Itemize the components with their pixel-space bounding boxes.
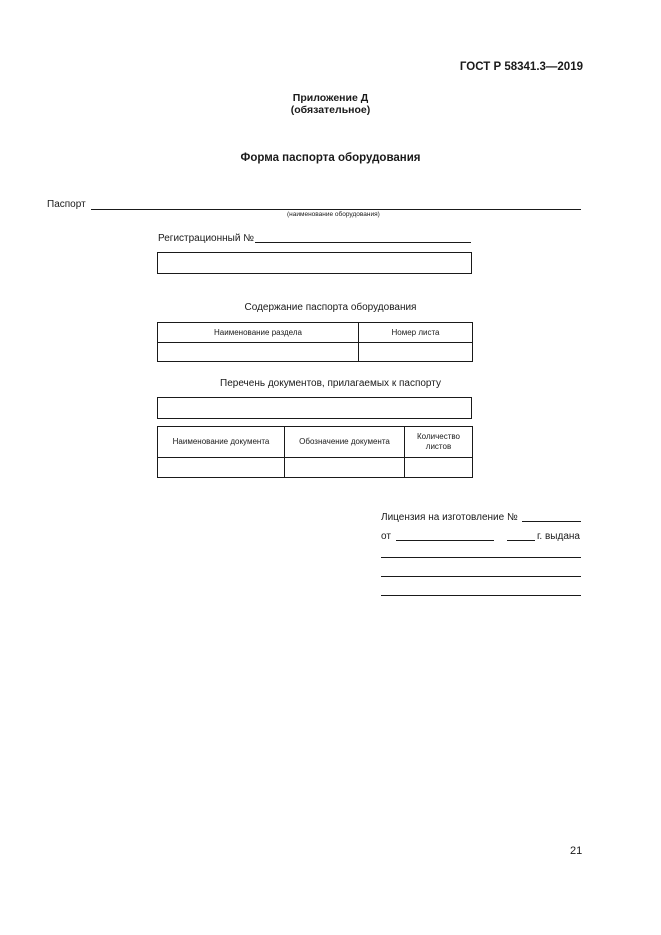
form-title: Форма паспорта оборудования <box>240 152 421 164</box>
passport-name-line[interactable] <box>91 209 581 210</box>
contents-heading: Содержание паспорта оборудования <box>244 302 417 313</box>
passport-label: Паспорт <box>47 199 86 210</box>
appendix-label: Приложение Д <box>292 92 369 104</box>
license-date-line[interactable] <box>396 540 494 541</box>
license-issued-label: г. выдана <box>537 531 580 542</box>
license-year-line[interactable] <box>507 540 535 541</box>
contents-cell-sheet[interactable] <box>359 343 473 362</box>
documents-col-name: Наименование документа <box>158 427 285 458</box>
passport-caption: (наименование оборудования) <box>287 211 380 218</box>
documents-table <box>157 426 473 478</box>
license-issuer-line-3[interactable] <box>381 595 581 596</box>
standard-designation: ГОСТ Р 58341.3—2019 <box>459 61 583 73</box>
documents-box[interactable] <box>157 397 472 419</box>
documents-heading: Перечень документов, прилагаемых к паспорту <box>220 378 441 389</box>
documents-col-designation: Обозначение документа <box>285 427 405 458</box>
table-row <box>158 343 473 362</box>
documents-cell-count[interactable] <box>405 458 473 478</box>
contents-header-row <box>158 323 473 343</box>
license-number-line[interactable] <box>522 521 581 522</box>
license-issuer-line-1[interactable] <box>381 557 581 558</box>
registration-label: Регистрационный № <box>158 233 254 244</box>
license-issuer-line-2[interactable] <box>381 576 581 577</box>
documents-cell-designation[interactable] <box>285 458 405 478</box>
appendix-type: (обязательное) <box>290 104 371 116</box>
registration-box[interactable] <box>157 252 472 274</box>
page-number: 21 <box>570 845 583 857</box>
documents-col-count: Количество листов <box>405 427 473 458</box>
license-from-label: от <box>381 531 391 542</box>
contents-col-sheet: Номер листа <box>359 323 473 343</box>
license-label: Лицензия на изготовление № <box>381 512 518 523</box>
documents-header-row <box>158 427 473 458</box>
contents-col-section: Наименование раздела <box>158 323 359 343</box>
contents-table <box>157 322 473 362</box>
registration-number-line[interactable] <box>255 242 471 243</box>
documents-cell-name[interactable] <box>158 458 285 478</box>
table-row <box>158 458 473 478</box>
contents-cell-section[interactable] <box>158 343 359 362</box>
